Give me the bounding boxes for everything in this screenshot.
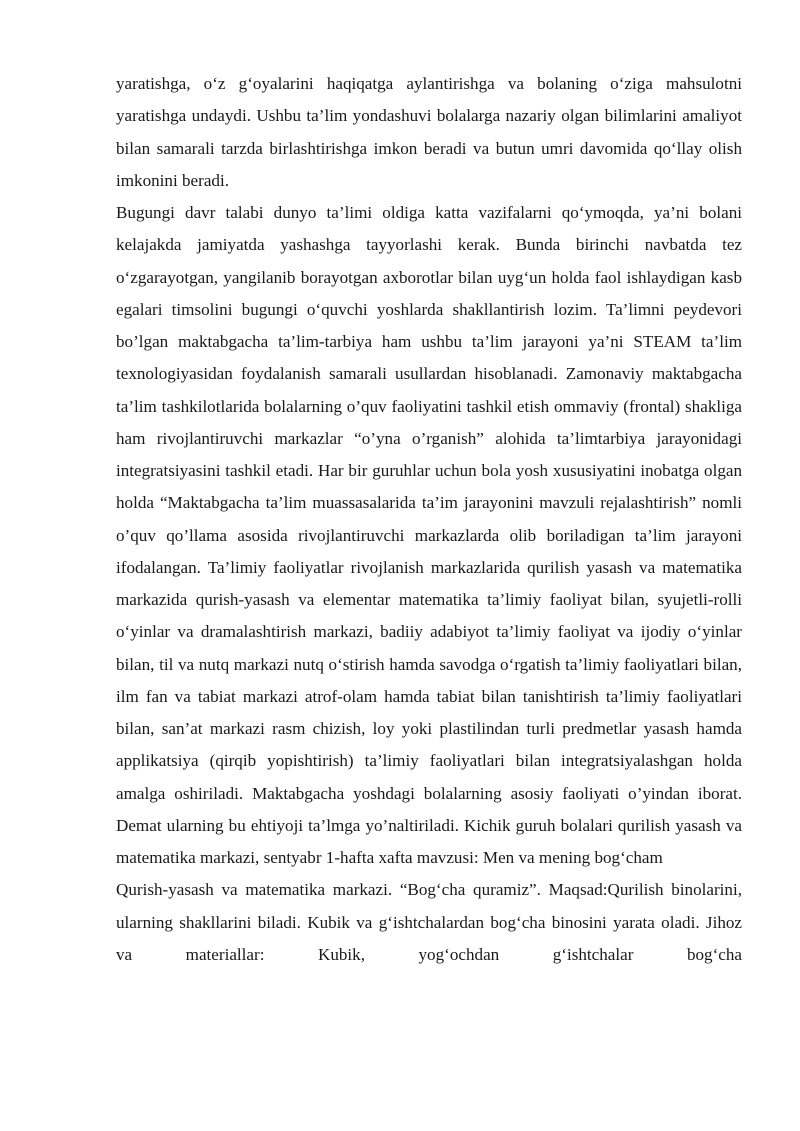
paragraph-intro-continuation: yaratishga, o‘z g‘oyalarini haqiqatga aylantirishga va bolaning o‘ziga mahsulotni yaratishga undaydi. Ushbu ta’lim yondashuvi bolalarga nazariy olgan bilimlarini amaliyot bilan samarali tarzda birlashtirishga imkon beradi va butun umri davomida qo‘llay olish imkonini beradi. <box>116 74 742 190</box>
paragraph-activity-goal: Qurish-yasash va matematika markazi. “Bog‘cha quramiz”. Maqsad:Qurilish binolarini, ularning shakllarini biladi. Kubik va g‘ishtchalardan bog‘cha binosini yarata oladi. Jihoz va materiallar: Kubik, yog‘ochdan g‘ishtchalar bog‘cha <box>116 880 742 964</box>
document-page <box>116 68 742 971</box>
paragraph-steam-education: Bugungi davr talabi dunyo ta’limi oldiga katta vazifalarni qo‘ymoqda, ya’ni bolani kelajakda jamiyatda yashashga tayyorlashi kerak. Bunda birinchi navbatda tez o‘zgarayotgan, yangilanib borayotgan axborotlar bilan uyg‘un holda faol ishlaydigan kasb egalari timsolini bugungi o‘quvchi yoshlarda shakllantirish lozim. Ta’limni peydevori bo’lgan maktabgacha ta’lim-tarbiya ham ushbu ta’lim jarayoni ya’ni STEAM ta’lim texnologiyasidan foydalanish samarali usullardan hisoblanadi. Zamonaviy maktabgacha ta’lim tashkilotlarida bolalarning o’quv faoliyatini tashkil etish ommaviy (frontal) shakliga ham rivojlantiruvchi markazlar “o’yna o’rganish” alohida ta’limtarbiya jarayonidagi integratsiyasini tashkil etadi. Har bir guruhlar uchun bola yosh xususiyatini inobatga olgan holda “Maktabgacha ta’lim muassasalarida ta’im jarayonini mavzuli rejalashtirish” nomli o’quv qo’llama asosida rivojlantiruvchi markazlarda olib boriladigan ta’lim jarayoni ifodalangan. Ta’limiy faoliyatlar rivojlanish markazlarida qurilish yasash va matematika markazida qurish-yasash va elementar matematika ta’limiy faoliyat bilan, syujetli-rolli o‘yinlar va dramalashtirish markazi, badiiy adabiyot ta’limiy faoliyat va ijodiy o‘yinlar bilan, til va nutq markazi nutq o‘stirish hamda savodga o‘rgatish ta’limiy faoliyatlari bilan, ilm fan va tabiat markazi atrof-olam hamda tabiat bilan tanishtirish ta’limiy faoliyatlari bilan, san’at markazi rasm chizish, loy yoki plastilindan turli predmetlar yasash hamda applikatsiya (qirqib yopishtirish) ta’limiy faoliyatlari bilan integratsiyalashgan holda amalga oshiriladi. Maktabgacha yoshdagi bolalarning asosiy faoliyati o’yindan iborat. Demat ularning bu ehtiyoji ta’lmga yo’naltiriladi. Kichik guruh bolalari qurilish yasash va matematika markazi, sentyabr 1-hafta xafta mavzusi: Men va mening bog‘cham <box>116 203 742 867</box>
